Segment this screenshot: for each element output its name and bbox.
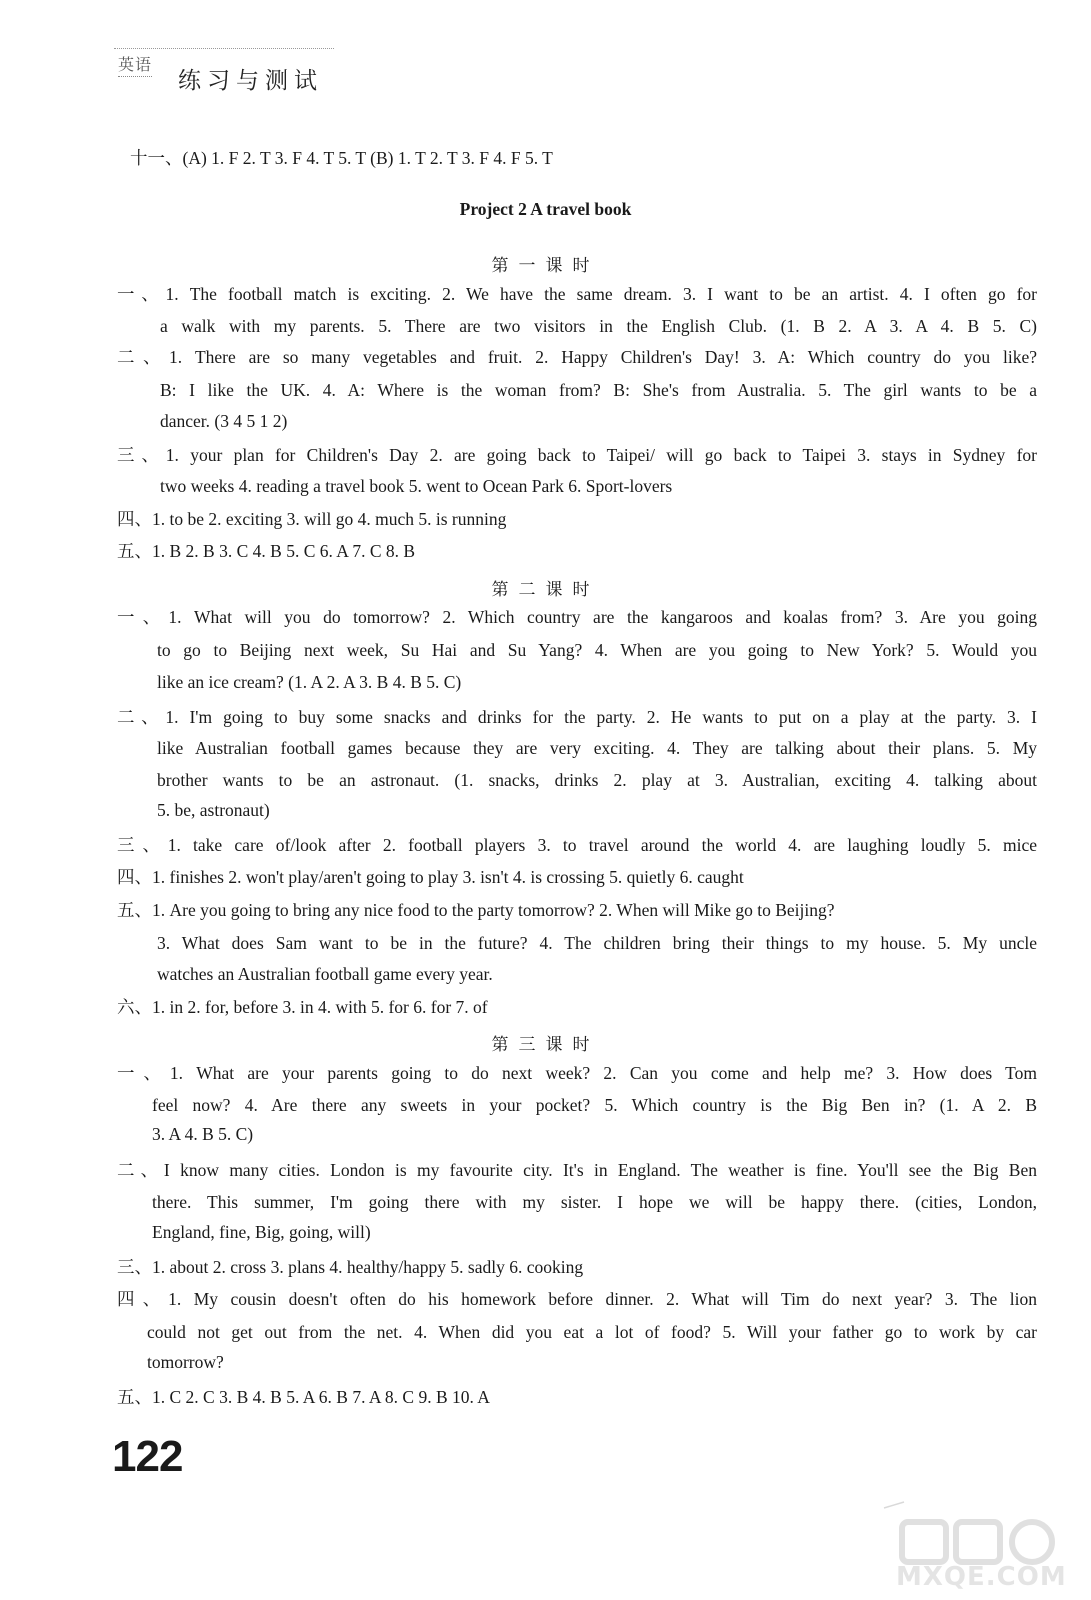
- answer-line: 三、1. about 2. cross 3. plans 4. healthy/happy 5. sadly 6. cooking: [117, 1257, 584, 1277]
- answer-line: 二、I know many cities. London is my favourite city. It's in England. The weather is fine. You'll see the Big Ben: [117, 1160, 1037, 1180]
- answer-line: there. This summer, I'm going there with my sister. I hope we will be happy there. (cities, London,: [152, 1192, 1037, 1212]
- answer-line: 四、1. finishes 2. won't play/aren't going to play 3. isn't 4. is crossing 5. quietly 6. caught: [117, 867, 744, 887]
- header-rule: [114, 48, 334, 49]
- answer-line: 三、1. take care of/look after 2. football players 3. to travel around the world 4. are laughing loudly 5. mice: [117, 835, 1037, 855]
- watermark-text: MXQE.COM: [896, 1562, 1067, 1592]
- answer-line: feel now? 4. Are there any sweets in your pocket? 5. Which country is the Big Ben in? (1. A 2. B: [152, 1095, 1037, 1115]
- answer-line: brother wants to be an astronaut. (1. snacks, drinks 2. play at 3. Australian, exciting 4. talking about: [157, 770, 1037, 790]
- answer-line: 六、1. in 2. for, before 3. in 4. with 5. for 6. for 7. of: [117, 997, 488, 1017]
- answer-line: 十一、(A) 1. F 2. T 3. F 4. T 5. T (B) 1. T 2. T 3. F 4. F 5. T: [130, 148, 553, 168]
- answer-line: 3. A 4. B 5. C): [152, 1124, 254, 1144]
- answer-line: 五、1. Are you going to bring any nice food to the party tomorrow? 2. When will Mike go to Beijing?: [117, 900, 835, 920]
- answer-line: 一、1. What are your parents going to do next week? 2. Can you come and help me? 3. How does Tom: [117, 1063, 1037, 1083]
- subject-tag: 英语: [118, 52, 152, 77]
- answer-line: like Australian football games because they are very exciting. 4. They are talking about their plans. 5. My: [157, 738, 1037, 758]
- answer-line: 四、1. to be 2. exciting 3. will go 4. much 5. is running: [117, 509, 507, 529]
- answer-line: 五、1. C 2. C 3. B 4. B 5. A 6. B 7. A 8. C 9. B 10. A: [117, 1387, 490, 1407]
- answer-line: 5. be, astronaut): [157, 800, 270, 820]
- page-number: 122: [112, 1432, 183, 1481]
- page-header: [114, 44, 334, 104]
- answer-line: watches an Australian football game every year.: [157, 964, 493, 984]
- answer-line: 一、1. What will you do tomorrow? 2. Which country are the kangaroos and koalas from? 3. Are you going: [117, 607, 1037, 627]
- answer-line: B: I like the UK. 4. A: Where is the woman from? B: She's from Australia. 5. The girl wants to be a: [160, 380, 1037, 400]
- answer-line: 三、1. your plan for Children's Day 2. are going back to Taipei/ will go back to Taipei 3. stays in Sydney for: [117, 445, 1037, 465]
- answer-line: to go to Beijing next week, Su Hai and Su Yang? 4. When are you going to New York? 5. Would you: [157, 640, 1037, 660]
- answer-line: England, fine, Big, going, will): [152, 1222, 371, 1242]
- project-title: Project 2 A travel book: [459, 199, 632, 219]
- answer-line: a walk with my parents. 5. There are two visitors in the English Club. (1. B 2. A 3. A 4. B 5. C): [160, 316, 1037, 336]
- answer-line: 四、1. My cousin doesn't often do his homework before dinner. 2. What will Tim do next year? 3. The lion: [117, 1289, 1037, 1309]
- answer-line: 3. What does Sam want to be in the future? 4. The children bring their things to my house. 5. My uncle: [157, 933, 1037, 953]
- lesson-title: 第二课时: [491, 580, 600, 600]
- watermark-logo-icon: [880, 1500, 1070, 1570]
- answer-line: 五、1. B 2. B 3. C 4. B 5. C 6. A 7. C 8. B: [117, 541, 416, 561]
- answer-line: two weeks 4. reading a travel book 5. went to Ocean Park 6. Sport-lovers: [160, 476, 673, 496]
- book-title: 练习与测试: [178, 68, 323, 94]
- answer-line: 二、1. I'm going to buy some snacks and drinks for the party. 2. He wants to put on a play at the party. 3. I: [117, 707, 1037, 727]
- watermark: [880, 1500, 1070, 1595]
- answer-line: dancer. (3 4 5 1 2): [160, 411, 288, 431]
- lesson-title: 第三课时: [491, 1035, 600, 1055]
- answer-line: could not get out from the net. 4. When did you eat a lot of food? 5. Will your father go to work by car: [147, 1322, 1037, 1342]
- answer-line: 一、1. The football match is exciting. 2. We have the same dream. 3. I want to be an artist. 4. I often go for: [117, 284, 1037, 304]
- answer-line: like an ice cream? (1. A 2. A 3. B 4. B 5. C): [157, 672, 462, 692]
- answer-line: 二、1. There are so many vegetables and fruit. 2. Happy Children's Day! 3. A: Which country do you like?: [117, 347, 1037, 367]
- answer-line: tomorrow?: [147, 1352, 224, 1372]
- lesson-title: 第一课时: [491, 256, 600, 276]
